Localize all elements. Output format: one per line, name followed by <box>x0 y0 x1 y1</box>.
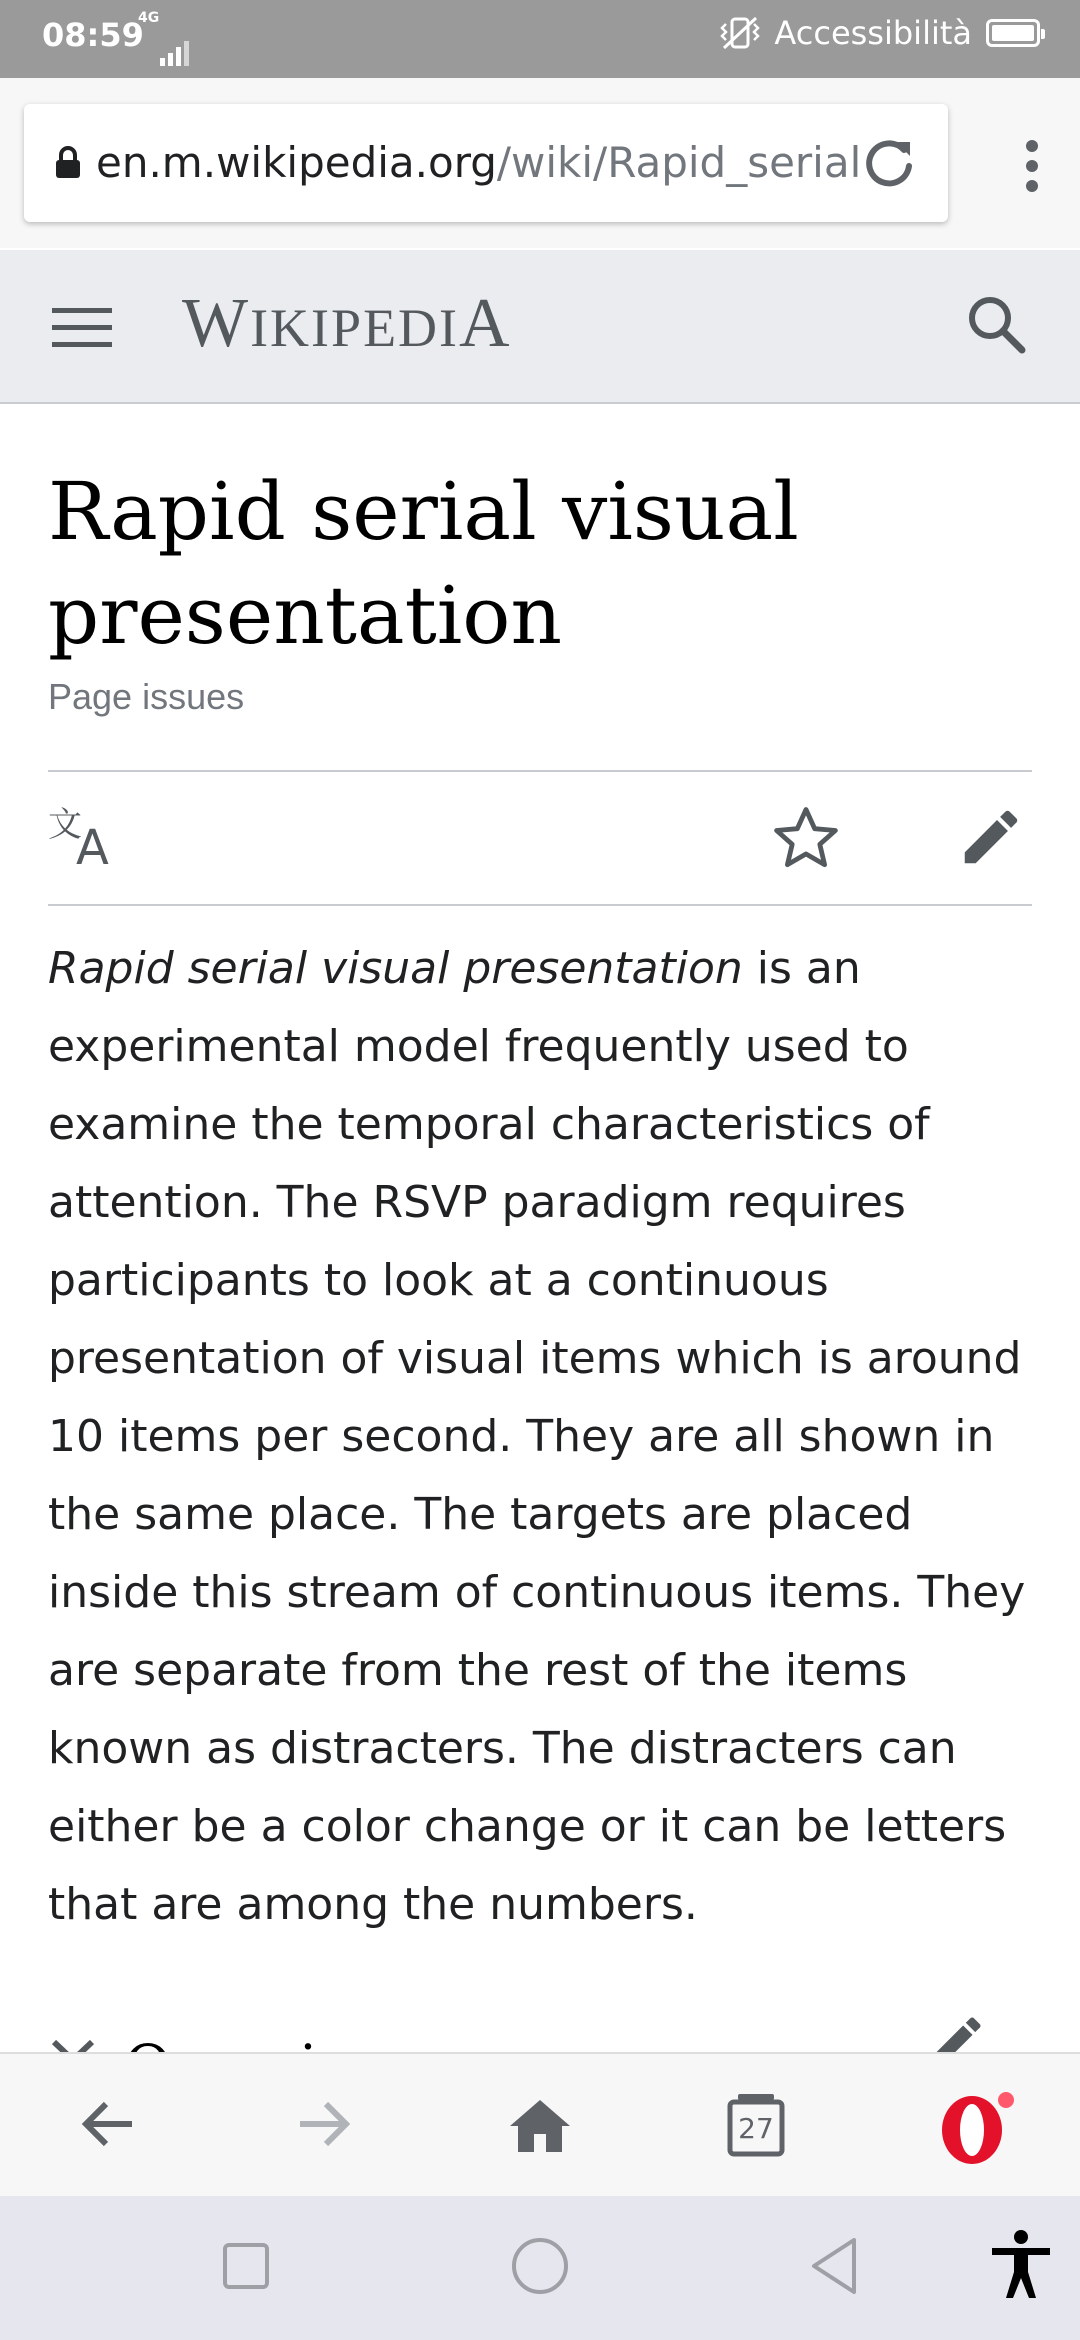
system-nav-bar <box>0 2196 1080 2340</box>
page-actions <box>48 772 1032 902</box>
logo-first-letter: W <box>182 285 251 362</box>
reload-icon[interactable] <box>860 134 918 192</box>
svg-text:A: A <box>76 820 109 876</box>
tabs-button[interactable] <box>726 2092 786 2156</box>
url-text[interactable] <box>96 138 862 187</box>
svg-text:文: 文 <box>48 805 82 845</box>
wikipedia-header <box>0 250 1080 404</box>
logo-small-caps: IKIPEDI <box>250 298 460 358</box>
tab-count: 27 <box>738 2112 774 2145</box>
back-arrow-icon[interactable] <box>80 2098 136 2150</box>
lock-icon <box>54 146 82 180</box>
next-section-heading <box>48 2010 1038 2054</box>
url-path: /wiki/Rapid_serial <box>496 138 862 187</box>
page-title: Rapid serial visual presentation <box>48 465 799 662</box>
language-icon[interactable] <box>48 802 126 876</box>
star-icon[interactable] <box>770 802 842 874</box>
accessibility-person-icon[interactable] <box>990 2230 1052 2298</box>
hamburger-icon[interactable] <box>52 306 112 350</box>
url-domain: en.m.wikipedia.org <box>96 138 497 187</box>
browser-toolbar <box>0 2052 1080 2198</box>
signal-icon <box>160 40 194 68</box>
divider-bottom <box>48 904 1032 906</box>
forward-arrow-icon[interactable] <box>296 2098 352 2150</box>
page-issues-link[interactable]: Page issues <box>48 676 245 717</box>
home-circle-icon[interactable] <box>510 2236 570 2296</box>
logo-last-letter: A <box>459 285 512 362</box>
search-icon[interactable] <box>964 292 1028 356</box>
home-icon[interactable] <box>508 2098 572 2154</box>
vibrate-icon <box>720 16 760 50</box>
battery-icon <box>986 19 1040 47</box>
intro-paragraph <box>48 930 1038 1944</box>
status-time: 08:59 <box>42 16 144 54</box>
menu-kebab-icon[interactable] <box>1024 140 1040 192</box>
edit-pencil-icon[interactable] <box>956 802 1026 872</box>
wikipedia-logo[interactable] <box>182 284 512 364</box>
url-field[interactable] <box>24 104 948 222</box>
intro-text: is an experimental model frequently used to examine the temporal characteristics of attention. The RSVP paradigm requires participants to look at a continuous presentation of visual items which is around 10 items per second. They are all shown in the same place. The targets are placed inside this stream of continuous items. They are separate from the rest of the items known as distracters. The distracters can either be a color change or it can be letters that are among the numbers. <box>48 943 1026 1930</box>
recents-square-icon[interactable] <box>222 2242 270 2290</box>
opera-icon[interactable] <box>938 2084 1018 2168</box>
back-triangle-icon[interactable] <box>808 2236 860 2296</box>
accessibility-status-label: Accessibilità <box>774 14 972 52</box>
network-type: 4G <box>138 10 160 26</box>
browser-address-bar <box>0 78 1080 248</box>
intro-italic-term: Rapid serial visual presentation <box>48 943 743 994</box>
status-bar <box>0 0 1080 78</box>
